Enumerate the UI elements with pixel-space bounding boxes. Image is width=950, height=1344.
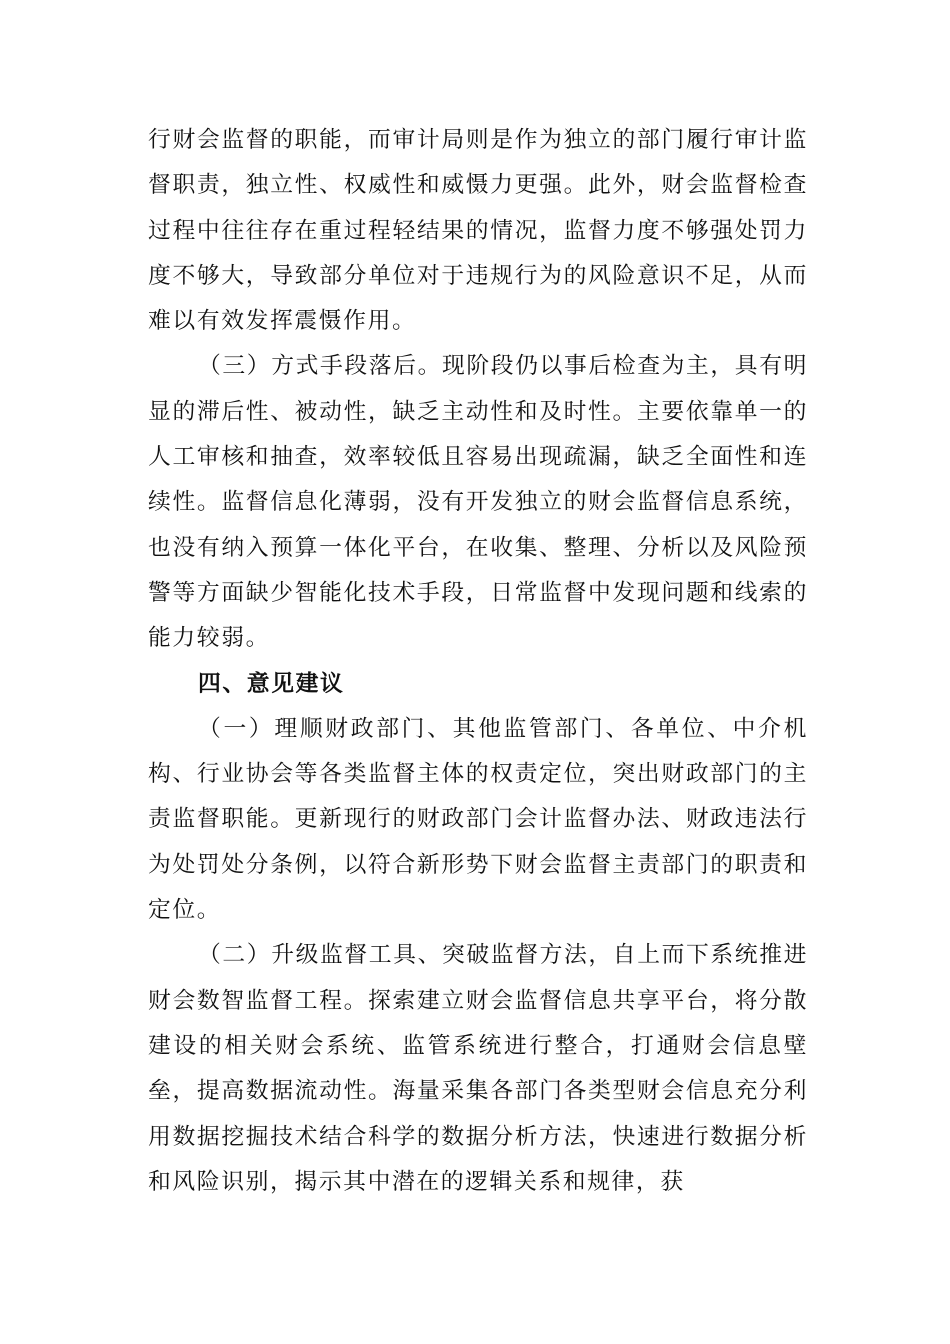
paragraph-suggestion-1: （一）理顺财政部门、其他监管部门、各单位、中介机构、行业协会等各类监督主体的权责定位，突出财政部门的主责监督职能。更新现行的财政部门会计监督办法、财政违法行为处罚处分条例，以符合新形势下财会监督主责部门的职责和定位。 — [148, 715, 808, 924]
paragraph-continuation: 行财会监督的职能，而审计局则是作为独立的部门履行审计监督职责，独立性、权威性和威慑力更强。此外，财会监督检查过程中往往存在重过程轻结果的情况，监督力度不够强处罚力度不够大，导致部分单位对于违规行为的风险意识不足，从而难以有效发挥震慑作用。 — [148, 127, 808, 335]
paragraph-method-lagging: （三）方式手段落后。现阶段仍以事后检查为主，具有明显的滞后性、被动性，缺乏主动性和及时性。主要依靠单一的人工审核和抽查，效率较低且容易出现疏漏，缺乏全面性和连续性。监督信息化薄弱，没有开发独立的财会监督信息系统，也没有纳入预算一体化平台，在收集、整理、分析以及风险预警等方面缺少智能化技术手段，日常监督中发现问题和线索的能力较弱。 — [148, 353, 808, 652]
paragraph-suggestion-2: （二）升级监督工具、突破监督方法，自上而下系统推进财会数智监督工程。探索建立财会监督信息共享平台，将分散建设的相关财会系统、监管系统进行整合，打通财会信息壁垒，提高数据流动性。海量采集各部门各类型财会信息充分利用数据挖掘技术结合科学的数据分析方法，快速进行数据分析和风险识别，揭示其中潜在的逻辑关系和规律，获 — [148, 942, 808, 1195]
section-heading-suggestions: 四、意见建议 — [198, 670, 345, 697]
document-body — [148, 118, 808, 1205]
